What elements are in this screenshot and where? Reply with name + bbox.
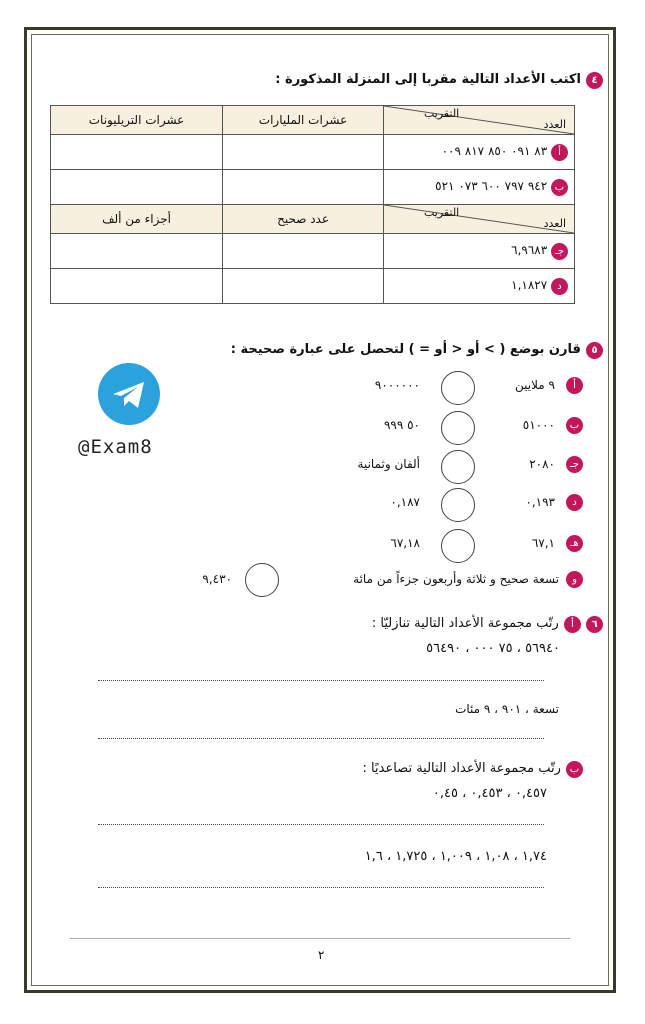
- compare-left: تسعة صحيح و ثلاثة وأربعون جزءاً من مائة: [353, 572, 559, 586]
- q6-b-badge: ب: [566, 761, 583, 778]
- q6-b-set2: ١,٧٤ ، ١,٠٨ ، ١,٠٠٩ ، ١,٧٢٥ ، ١,٦: [364, 849, 547, 864]
- answer-cell[interactable]: [51, 135, 223, 170]
- row-value: ١,١٨٢٧: [511, 277, 548, 292]
- compare-right: ٥٠ ٩٩٩: [383, 418, 420, 432]
- col-number-label: العدد: [543, 118, 566, 131]
- diag-header-cell: [384, 205, 575, 234]
- compare-left: ٥١٠٠٠: [522, 418, 555, 432]
- compare-right: ٩,٤٣٠: [202, 572, 232, 586]
- row-number-cell: [384, 170, 575, 205]
- q5-header: [231, 338, 603, 359]
- answer-line[interactable]: [98, 887, 544, 888]
- item-label-badge: ب: [566, 417, 583, 434]
- answer-line[interactable]: [98, 824, 544, 825]
- col-number-label: العدد: [543, 217, 566, 230]
- col-tens-trillions: عشرات التريليونات: [51, 106, 223, 135]
- q5-title: قارن بوضع ( > أو < أو = ) لتحصل على عبارة صحيحة :: [230, 342, 581, 357]
- col-thousandths: أجزاء من ألف: [51, 205, 223, 234]
- row-number-cell: [384, 135, 575, 170]
- compare-circle[interactable]: [441, 371, 475, 405]
- q6-a-badge: أ: [564, 616, 581, 633]
- item-label-badge: أ: [566, 377, 583, 394]
- table-row: [51, 170, 575, 205]
- compare-circle[interactable]: [441, 529, 475, 563]
- item-label-badge: و: [566, 571, 583, 588]
- q6-b-header: [363, 757, 583, 778]
- compare-circle[interactable]: [441, 411, 475, 445]
- row-number-cell: [384, 269, 575, 304]
- col-tens-billions: عشرات المليارات: [223, 106, 384, 135]
- answer-line[interactable]: [98, 680, 544, 681]
- q4-title: اكتب الأعداد التالية مقربا إلى المنزلة المذكورة :: [275, 72, 581, 87]
- row-value: ٨٣ ٠٩١ ٨٥٠ ٨١٧ ٠٠٩: [441, 143, 548, 158]
- table-row: [51, 135, 575, 170]
- compare-circle[interactable]: [441, 488, 475, 522]
- row-label-badge: ب: [551, 179, 568, 196]
- row-value: ٦,٩٦٨٣: [511, 242, 548, 257]
- q6-a-set2: تسعة ، ٩٠١ ، ٩ مئات: [455, 702, 559, 716]
- q4-number: ٤: [586, 72, 603, 89]
- item-label-badge: هـ: [566, 535, 583, 552]
- compare-circle[interactable]: [441, 450, 475, 484]
- telegram-icon: [98, 363, 160, 425]
- answer-line[interactable]: [98, 738, 544, 739]
- diag-header-cell: [384, 106, 575, 135]
- q4-header: [275, 68, 603, 89]
- item-label-badge: جـ: [566, 456, 583, 473]
- compare-right: ٦٧,١٨: [390, 536, 420, 550]
- row-number-cell: [384, 234, 575, 269]
- compare-left: ٢٠٨٠: [529, 457, 555, 471]
- col-approx-label: التقريب: [424, 206, 460, 219]
- row-value: ٩٤٢ ٧٩٧ ٦٠٠ ٠٧٣ ٥٢١: [435, 178, 548, 193]
- q6-a-header: [372, 612, 603, 633]
- page-number: ٢: [318, 948, 325, 962]
- answer-cell[interactable]: [51, 269, 223, 304]
- q6-b-title: رتّب مجموعة الأعداد التالية تصاعديًا :: [362, 761, 561, 776]
- answer-cell[interactable]: [223, 269, 384, 304]
- watermark-handle: @Exam8: [78, 436, 153, 458]
- q6-a-title: رتّب مجموعة الأعداد التالية تنازليّا :: [371, 616, 559, 631]
- answer-cell[interactable]: [51, 170, 223, 205]
- compare-circle[interactable]: [245, 563, 279, 597]
- q6-number: ٦: [586, 616, 603, 633]
- compare-right: ٠,١٨٧: [390, 495, 420, 509]
- q6-b-set1: ٠,٤٥٧ ، ٠,٤٥٣ ، ٠,٤٥: [432, 786, 547, 801]
- q4-table-1: [50, 105, 575, 304]
- table-row: [51, 234, 575, 269]
- answer-cell[interactable]: [223, 234, 384, 269]
- col-whole-number: عدد صحيح: [223, 205, 384, 234]
- table-row: [51, 269, 575, 304]
- footer-rule: [70, 938, 570, 939]
- compare-right: ألفان وثمانية: [357, 457, 420, 471]
- answer-cell[interactable]: [223, 135, 384, 170]
- row-label-badge: أ: [551, 144, 568, 161]
- compare-right: ٩٠٠٠٠٠٠: [374, 378, 420, 392]
- answer-cell[interactable]: [223, 170, 384, 205]
- item-label-badge: د: [566, 494, 583, 511]
- q5-number: ٥: [586, 342, 603, 359]
- answer-cell[interactable]: [51, 234, 223, 269]
- compare-left: ٦٧,١: [531, 536, 555, 550]
- compare-left: ٠,١٩٣: [525, 495, 555, 509]
- q6-a-set1: ٥٦٩٤٠ ، ٧٥ ٠٠٠ ، ٥٦٤٩٠: [426, 641, 560, 656]
- row-label-badge: جـ: [551, 243, 568, 260]
- col-approx-label: التقريب: [424, 107, 460, 120]
- compare-left: ٩ ملايين: [515, 378, 555, 392]
- row-label-badge: د: [551, 278, 568, 295]
